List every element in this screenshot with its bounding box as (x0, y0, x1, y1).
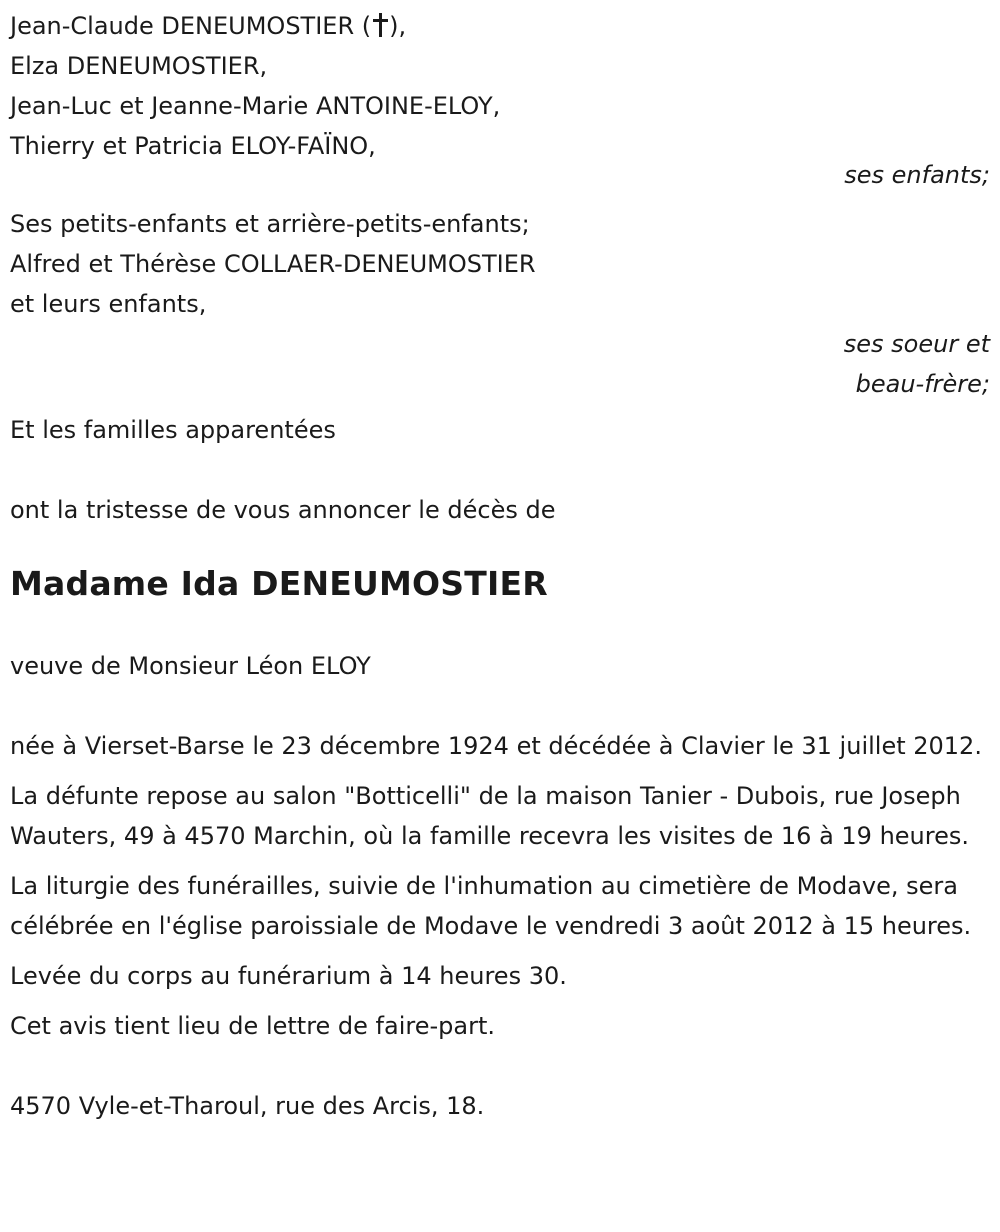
child-line: Thierry et Patricia ELOY-FAÏNO, (10, 132, 376, 160)
family-address: 4570 Vyle-et-Tharoul, rue des Arcis, 18. (10, 1092, 485, 1120)
children-list (10, 6, 990, 166)
child-name-suffix: ), (389, 12, 407, 40)
siblings-list (10, 244, 990, 324)
siblings-role-line: beau-frère; (855, 370, 990, 398)
announcement-line: ont la tristesse de vous annoncer le décès de (10, 496, 556, 524)
viewing-paragraph: La défunte repose au salon "Botticelli" de la maison Tanier - Dubois, rue Joseph Wauters, 49 à 4570 Marchin, où la famille recevra les visites de 16 à 19 heures. (10, 782, 970, 850)
child-line: Elza DENEUMOSTIER, (10, 52, 268, 80)
grandchildren-line: Ses petits-enfants et arrière-petits-enfants; (10, 210, 530, 238)
siblings-role-line: ses soeur et (843, 330, 990, 358)
child-name: Jean-Claude DENEUMOSTIER ( (10, 12, 372, 40)
widow-of-line: veuve de Monsieur Léon ELOY (10, 652, 371, 680)
child-line (10, 6, 990, 46)
sibling-line: Alfred et Thérèse COLLAER-DENEUMOSTIER (10, 250, 536, 278)
cross-icon (373, 13, 387, 37)
notice-paragraph: Cet avis tient lieu de lettre de faire-part. (10, 1012, 495, 1040)
children-role: ses enfants; (844, 161, 990, 189)
sibling-line: et leurs enfants, (10, 290, 207, 318)
procession-paragraph: Levée du corps au funérarium à 14 heures 30. (10, 962, 567, 990)
relatives-line: Et les familles apparentées (10, 416, 336, 444)
funeral-paragraph: La liturgie des funérailles, suivie de l'inhumation au cimetière de Modave, sera célébrée en l'église paroissiale de Modave le vendredi 3 août 2012 à 15 heures. (10, 872, 972, 940)
deceased-name: Madame Ida DENEUMOSTIER (10, 564, 548, 603)
siblings-role (10, 324, 990, 404)
birth-death-paragraph: née à Vierset-Barse le 23 décembre 1924 et décédée à Clavier le 31 juillet 2012. (10, 732, 982, 760)
details-section (10, 726, 990, 1046)
child-line: Jean-Luc et Jeanne-Marie ANTOINE-ELOY, (10, 92, 501, 120)
